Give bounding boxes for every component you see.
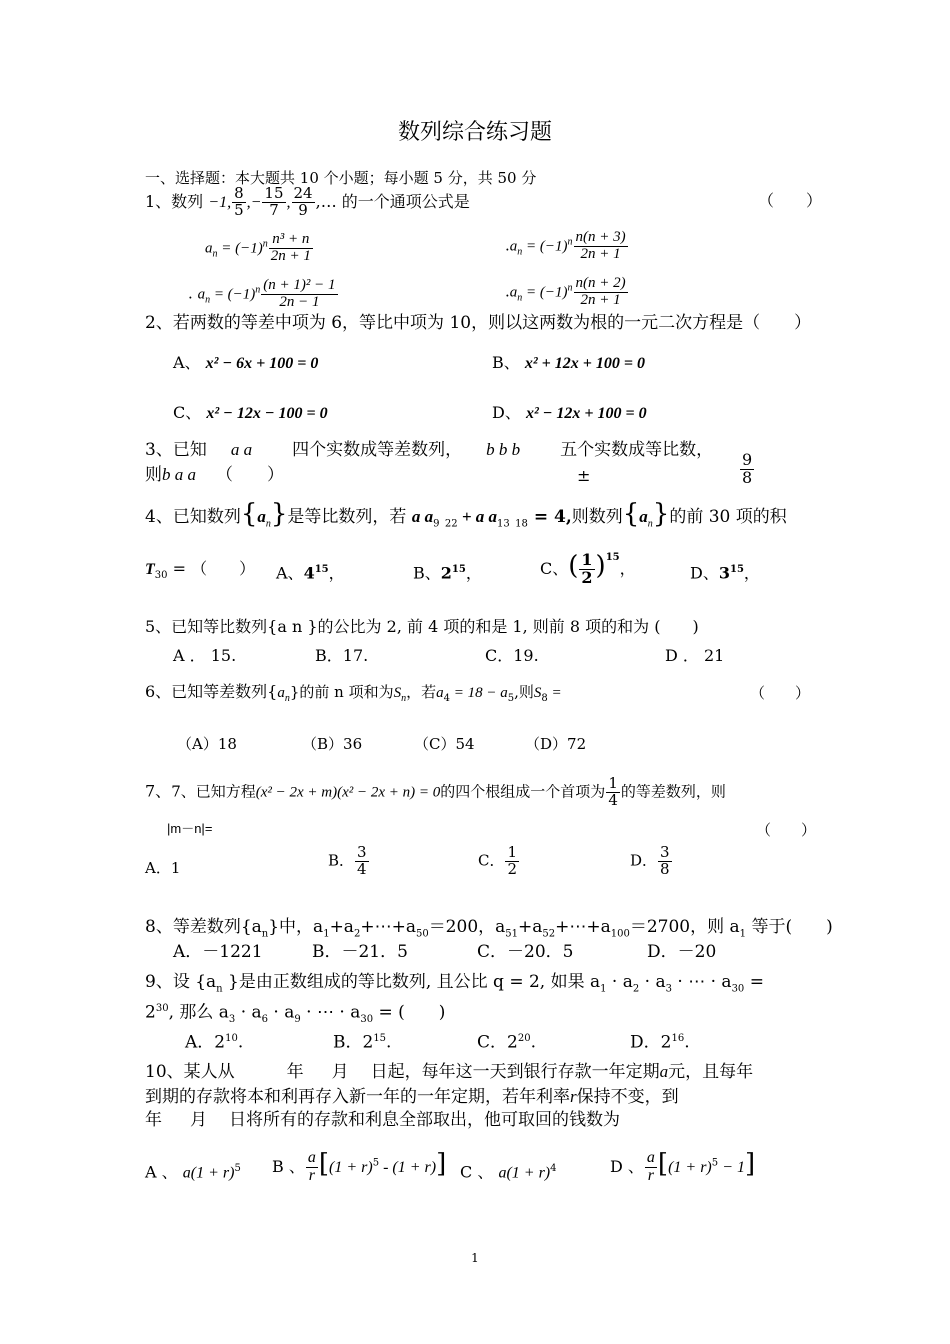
question-5: 5、已知等比数列{a n }的公比为 2, 前 4 项的和是 1, 则前 8 项的和为 ( ) <box>145 617 699 636</box>
question-4-line2: $T_{30}$ = （ ） <box>145 559 256 582</box>
option-b: B． $\frac{3}{4}$ <box>328 843 367 878</box>
question-9-line2: $2^{30}$, 那么 $a_3 \cdot a_6 \cdot a_9$ · ⋯ · $a_{30}$ = ( ) <box>145 1002 446 1026</box>
option-b: B．$2^{15}$. <box>333 1032 392 1053</box>
option-c: C、 x² − 12x − 100 = 0 <box>173 403 328 422</box>
option-a: A．1 <box>145 859 181 877</box>
question-10-line2: 到期的存款将本和利再存入新一年的一年定期，若年利率r保持不变，到 <box>145 1087 679 1107</box>
question-9-line1: 9、设 {$a_n$ }是由正数组成的等比数列, 且公比 q = 2, 如果 $a_1 \cdot a_2 \cdot a_3$ · ⋯ · $a_{30}$ = <box>145 972 764 995</box>
question-3-line2: 则b a a （ ） <box>145 465 284 485</box>
option-c: C． $\frac{1}{2}$ <box>478 843 518 878</box>
option-b: B．－21．5 <box>312 942 408 962</box>
question-7: 7、7、已知方程(x² − 2x + m)(x² − 2x + n) = 0的四个根组成一个首项为 $\frac{1}{4}$ 的等差数列，则 <box>145 774 726 809</box>
option-a: A．－1221 <box>173 942 263 962</box>
option-b: B．17. <box>315 646 369 665</box>
option-c: C．$2^{20}$. <box>477 1032 536 1053</box>
option-a: A．$2^{10}$. <box>185 1032 244 1053</box>
answer-paren: （ ） <box>756 821 817 839</box>
answer-paren: （ ） <box>750 684 811 702</box>
option-c: C、( $\frac{1}{2}$ )$^{15}$， <box>540 550 636 587</box>
question-2: 2、若两数的等差中项为 6，等比中项为 10，则以这两数为根的一元二次方程是（ ） <box>145 313 812 333</box>
option-c: （C）54 <box>414 735 475 753</box>
option-a: $a_n = (-1)^n$ $\frac{\text{n³ + n}}{2n + 1}$ <box>205 231 311 264</box>
plus-minus: ± <box>577 466 591 485</box>
option-a: A 、 $a(1 + r)^5$ <box>145 1162 241 1182</box>
option-b: （B）36 <box>302 735 363 753</box>
question-4-line1: 4、已知数列$\{a_n\}$是等比数列，若 a $a_9$ $_{22}$ + a $a_{13}$ $_{18}$ = 4,则数列$\{a_n\}$的前 30 项的积 <box>145 499 787 530</box>
option-b: B 、 $\frac{a}{r}$ $[(1 + r)^5 - (1 + r)]$ <box>272 1149 447 1184</box>
fraction: $\frac{n(n + 2)}{2n + 1}$ <box>575 275 626 308</box>
page-number: 1 <box>471 1251 479 1265</box>
question-8: 8、等差数列$\{a_n\}$中，$a_1+a_2+\cdots+a_{50}=200$，$a_{51}+a_{52}+\cdots+a_{100}=2700$，则 $a_1$ 等于( ) <box>145 917 833 940</box>
option-c: C 、 $a(1 + r)^4$ <box>460 1162 557 1182</box>
option-c: C．19. <box>485 646 539 665</box>
option-d: （D）72 <box>525 735 587 753</box>
option-c: C．－20．5 <box>477 942 574 962</box>
option-b: B、$2^{15}$， <box>413 563 482 583</box>
option-d: D．－20 <box>647 942 717 962</box>
option-a: A、 x² − 6x + 100 = 0 <box>173 353 319 372</box>
fraction: $\frac{\text{n³ + n}}{2n + 1}$ <box>270 231 311 264</box>
option-a: A ． 15. <box>173 646 237 665</box>
option-d: D 、 $\frac{a}{r}$ $[(1 + r)^5 - 1]$ <box>610 1149 756 1184</box>
option-a: A、$4^{15}$， <box>276 563 345 583</box>
question-3-line1: 3、已知 a a 四个实数成等差数列， b b b 五个实数成等比数， <box>145 440 714 460</box>
question-10-line3: 年 月 日将所有的存款和利息全部取出，他可取回的钱数为 <box>145 1110 620 1130</box>
option-d: D、$3^{15}$， <box>690 563 760 583</box>
answer-paren: （ ） <box>758 191 823 210</box>
fraction: $\frac{n(n + 3)}{2n + 1}$ <box>575 229 626 262</box>
option-d: D．$2^{16}$. <box>630 1032 690 1053</box>
option-a: （A）18 <box>177 735 237 753</box>
option-b: $.a_n = (-1)^n$ $\frac{n(n + 3)}{2n + 1}$ <box>505 229 626 262</box>
option-b: B、 x² + 12x + 100 = 0 <box>492 353 646 372</box>
fraction: $\frac{15}{7}$ <box>264 184 284 219</box>
question-6: 6、已知等差数列$\{a_n\}$的前 n 项和为$S_n$，若$a_4 = 18 - a_5$,则$S_8$ = <box>145 682 562 704</box>
option-d: D、 x² − 12x + 100 = 0 <box>492 403 647 422</box>
option-d: D． $\frac{3}{8}$ <box>630 843 670 878</box>
question-10-line1: 10、某人从 年 月 日起，每年这一天到银行存款一年定期a元，且每年 <box>145 1062 754 1082</box>
option-d: $.a_n = (-1)^n$ $\frac{n(n + 2)}{2n + 1}$ <box>505 275 626 308</box>
question-7-line2: |m－n|= <box>167 821 213 836</box>
question-1: 1、数列 −1, $\frac{8}{5}$ ,− $\frac{15}{7}$ , $\frac{24}{9}$ ,… 的一个通项公式是 <box>145 184 470 219</box>
fraction: $\frac{\text{(n + 1)² − 1}}{2n - 1}$ <box>263 277 336 310</box>
section-heading: 一、选择题：本大题共 10 个小题；每小题 5 分，共 50 分 <box>145 169 537 187</box>
fraction: $\frac{9}{8}$ <box>742 450 753 487</box>
fraction: $\frac{24}{9}$ <box>293 184 313 219</box>
option-d: D ． 21 <box>665 646 725 665</box>
page-title: 数列综合练习题 <box>397 120 552 145</box>
option-c: . $a_n = (-1)^n$ $\frac{\text{(n + 1)² − 1}}{2n - 1}$ <box>188 277 336 310</box>
fraction: $\frac{8}{5}$ <box>234 184 244 219</box>
